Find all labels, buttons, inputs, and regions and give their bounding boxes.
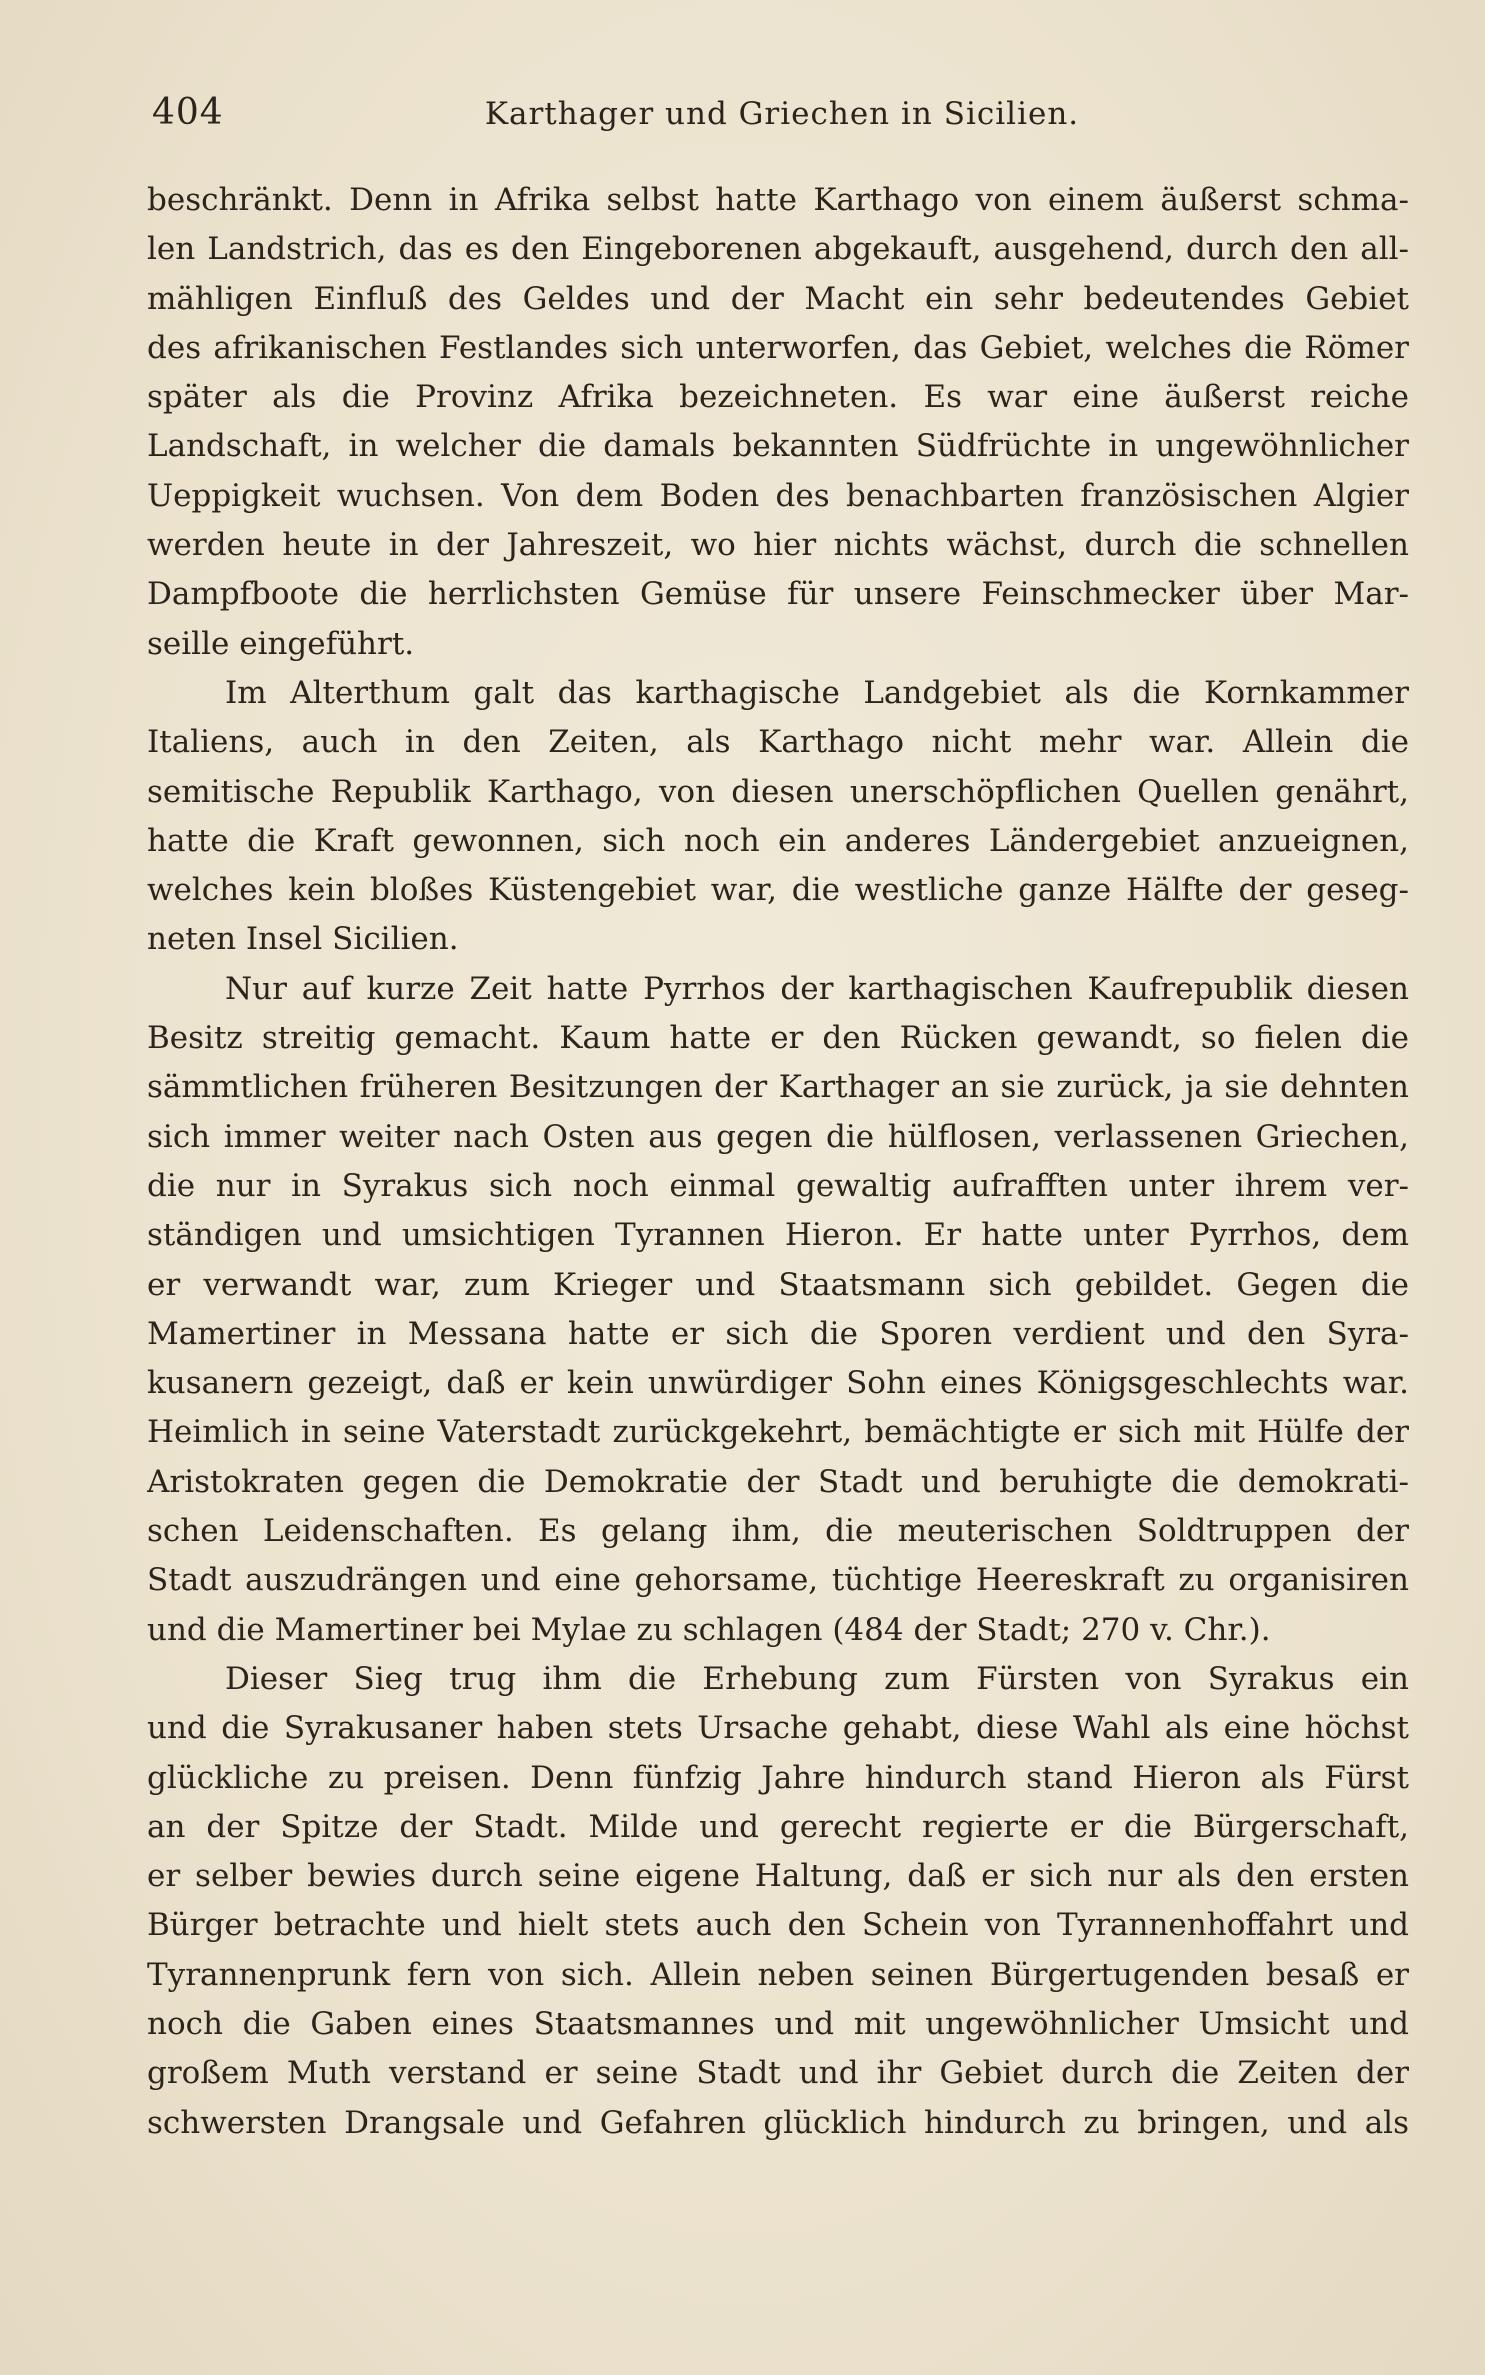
text-line: Nur auf kurze Zeit hatte Pyrrhos der karthagischen Kaufrepublik diesen (225, 970, 1409, 1007)
text-line: Tyrannenprunk fern von sich. Allein neben seinen Bürgertugenden besaß er (147, 1956, 1409, 1993)
text-line: Im Alterthum galt das karthagische Landgebiet als die Kornkammer (225, 674, 1409, 711)
text-line: und die Mamertiner bei Mylae zu schlagen (484 der Stadt; 270 v. Chr.). (147, 1611, 1271, 1648)
text-line: Dieser Sieg trug ihm die Erhebung zum Fürsten von Syrakus ein (225, 1660, 1409, 1697)
text-line: neten Insel Sicilien. (147, 921, 459, 958)
text-line: mähligen Einfluß des Geldes und der Macht ein sehr bedeutendes Gebiet (147, 280, 1409, 317)
text-line: Dampfboote die herrlichsten Gemüse für unsere Feinschmecker über Mar- (147, 576, 1409, 613)
text-line: Stadt auszudrängen und eine gehorsame, tüchtige Heereskraft zu organisiren (147, 1562, 1409, 1599)
text-line: an der Spitze der Stadt. Milde und gerecht regierte er die Bürgerschaft, (147, 1808, 1409, 1845)
text-line: ständigen und umsichtigen Tyrannen Hieron. Er hatte unter Pyrrhos, dem (147, 1217, 1409, 1254)
text-line: und die Syrakusaner haben stets Ursache gehabt, diese Wahl als eine höchst (147, 1710, 1409, 1747)
text-line: Landschaft, in welcher die damals bekannten Südfrüchte in ungewöhnlicher (147, 428, 1409, 465)
body-text (147, 176, 1409, 2148)
text-line: Ueppigkeit wuchsen. Von dem Boden des benachbarten französischen Algier (147, 477, 1409, 514)
text-line: kusanern gezeigt, daß er kein unwürdiger Sohn eines Königsgeschlechts war. (147, 1365, 1409, 1402)
text-line: Bürger betrachte und hielt stets auch den Schein von Tyrannenhoffahrt und (147, 1907, 1409, 1944)
text-line: semitische Republik Karthago, von diesen unerschöpflichen Quellen genährt, (147, 773, 1409, 810)
text-line: hatte die Kraft gewonnen, sich noch ein anderes Ländergebiet anzueignen, (147, 822, 1409, 859)
text-line: er verwandt war, zum Krieger und Staatsmann sich gebildet. Gegen die (147, 1266, 1409, 1303)
text-line: Besitz streitig gemacht. Kaum hatte er den Rücken gewandt, so fielen die (147, 1020, 1409, 1057)
text-line: schen Leidenschaften. Es gelang ihm, die meuterischen Soldtruppen der (147, 1513, 1409, 1550)
text-line: beschränkt. Denn in Afrika selbst hatte Karthago von einem äußerst schma- (147, 182, 1409, 218)
text-line: später als die Provinz Afrika bezeichneten. Es war eine äußerst reiche (147, 379, 1409, 416)
running-title: Karthager und Griechen in Sicilien. (484, 96, 1080, 132)
page-number: 404 (152, 92, 224, 133)
text-line: seille eingeführt. (147, 625, 415, 662)
text-line: sich immer weiter nach Osten aus gegen die hülflosen, verlassenen Griechen, (147, 1118, 1409, 1155)
text-line: Mamertiner in Messana hatte er sich die Sporen verdient und den Syra- (147, 1315, 1409, 1352)
text-line: schwersten Drangsale und Gefahren glücklich hindurch zu bringen, und als (147, 2104, 1409, 2141)
text-line: großem Muth verstand er seine Stadt und ihr Gebiet durch die Zeiten der (147, 2055, 1409, 2092)
text-line: des afrikanischen Festlandes sich unterworfen, das Gebiet, welches die Römer (147, 329, 1409, 366)
page-header (152, 92, 1412, 152)
text-line: welches kein bloßes Küstengebiet war, die westliche ganze Hälfte der geseg- (147, 872, 1409, 909)
text-line: noch die Gaben eines Staatsmannes und mit ungewöhnlicher Umsicht und (147, 2005, 1409, 2042)
text-line: glückliche zu preisen. Denn fünfzig Jahre hindurch stand Hieron als Fürst (147, 1759, 1409, 1796)
text-line: er selber bewies durch seine eigene Haltung, daß er sich nur als den ersten (147, 1858, 1409, 1895)
text-line: die nur in Syrakus sich noch einmal gewaltig aufrafften unter ihrem ver- (147, 1167, 1409, 1204)
text-line: werden heute in der Jahreszeit, wo hier nichts wächst, durch die schnellen (147, 527, 1409, 564)
text-line: sämmtlichen früheren Besitzungen der Karthager an sie zurück, ja sie dehnten (147, 1069, 1409, 1106)
text-line: len Landstrich, das es den Eingeborenen abgekauft, ausgehend, durch den all- (147, 231, 1409, 268)
text-line: Heimlich in seine Vaterstadt zurückgekehrt, bemächtigte er sich mit Hülfe der (147, 1414, 1409, 1451)
text-line: Aristokraten gegen die Demokratie der Stadt und beruhigte die demokrati- (147, 1463, 1409, 1500)
text-line: Italiens, auch in den Zeiten, als Karthago nicht mehr war. Allein die (147, 724, 1409, 761)
